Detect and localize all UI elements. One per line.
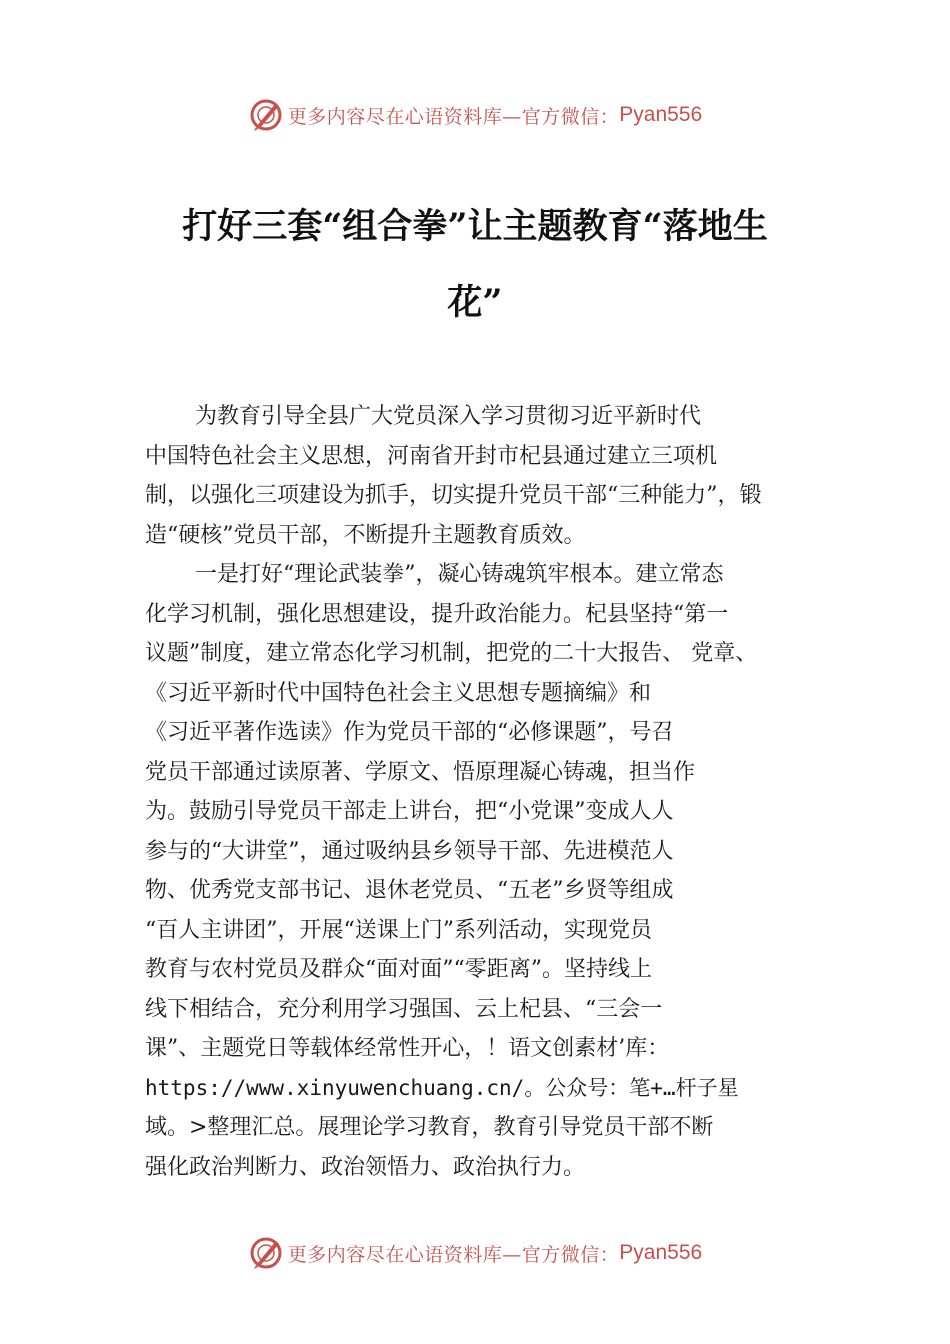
body-line: 强化政治判断力、政治领悟力、政治执行力。	[145, 1154, 586, 1180]
body-line: 议题”制度，建立常态化学习机制，把党的二十大报告、 党章、	[145, 641, 758, 666]
pen-logo-icon	[248, 97, 284, 133]
watermark-wechat-id: Pyan556	[619, 103, 703, 126]
body-line: 制，以强化三项建设为抓手，切实提升党员干部“三种能力”，锻	[145, 483, 762, 508]
watermark-text: 更多内容尽在心语资料库—官方微信：	[287, 105, 620, 128]
body-line: 造“硬核”党员干部，不断提升主题教育质效。	[145, 522, 586, 548]
watermark-text: 更多内容尽在心语资料库—官方微信：	[287, 1243, 620, 1266]
body-line: 为教育引导全县广大党员深入学习贯彻习近平新时代	[195, 404, 702, 429]
body-line: 党员干部通过读原著、学原文、悟原理凝心铸魂，担当作	[145, 759, 696, 785]
body-line: 中国特色社会主义思想，河南省开封市杞县通过建立三项机	[145, 443, 718, 469]
watermark-wechat-id: Pyan556	[619, 1241, 703, 1264]
body-line: 域。>整理汇总。展理论学习教育，教育引导党员干部不断	[145, 1115, 714, 1140]
body-line: 线下相结合，充分利用学习强国、云上杞县、“三会一	[145, 996, 663, 1022]
body-line: 物、优秀党支部书记、退休老党员、“五老”乡贤等组成	[145, 878, 674, 903]
body-line: 为。鼓励引导党员干部走上讲台，把“小党课”变成人人	[145, 799, 674, 824]
body-line: 课”、主题党日等载体经常性开心，！语文创素材’库：	[145, 1036, 670, 1061]
watermark-banner-bottom	[0, 1231, 950, 1275]
body-line: 《习近平著作选读》作为党员干部的“必修课题”，号召	[145, 720, 674, 745]
document-title-line-2: 花”	[447, 282, 503, 323]
document-title-line-1: 打好三套“组合拳”让主题教育“落地生	[182, 206, 768, 247]
body-line: 化学习机制，强化思想建设，提升政治能力。杞县坚持“第一	[145, 601, 729, 627]
body-line-url: https://www.xinyuwenchuang.cn/。公众号：笔+…杆子星	[145, 1075, 739, 1100]
watermark-banner-top	[0, 93, 950, 137]
body-line: 教育与农村党员及群众“面对面”“零距离”。坚持线上	[145, 957, 652, 982]
body-line: 参与的“大讲堂”，通过吸纳县乡领导干部、先进模范人	[145, 838, 674, 864]
body-line: 《习近平新时代中国特色社会主义思想专题摘编》和	[145, 680, 652, 706]
body-line: 一是打好“理论武装拳”，凝心铸魂筑牢根本。建立常态	[195, 562, 724, 587]
document-body	[145, 397, 835, 1187]
body-line: “百人主讲团”，开展“送课上门”系列活动，实现党员	[145, 917, 652, 943]
pen-logo-icon	[248, 1235, 284, 1271]
